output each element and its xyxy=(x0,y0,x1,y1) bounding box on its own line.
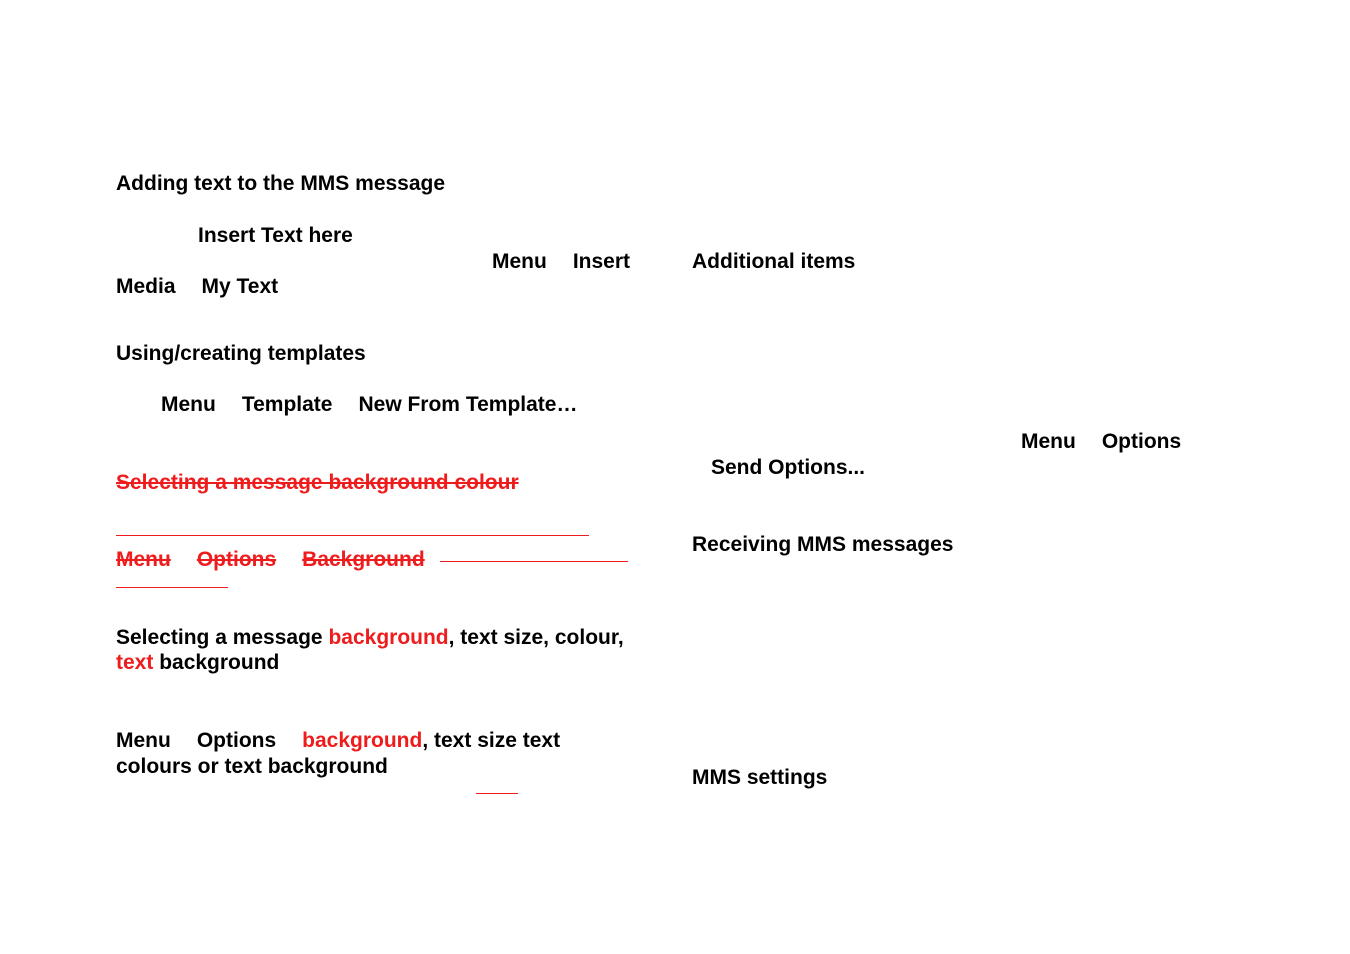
menu-path-options-line2: colours or text background xyxy=(116,755,388,778)
section-heading-templates: Using/creating templates xyxy=(116,342,366,365)
menu-label: Menu xyxy=(116,548,171,571)
menu-label: Menu xyxy=(1021,430,1076,453)
heading-text: background xyxy=(153,651,280,674)
insert-text-placeholder: Insert Text here xyxy=(198,224,353,247)
menu-label: Menu xyxy=(116,729,171,752)
revision-line-4 xyxy=(476,793,518,794)
options-label: Options xyxy=(196,729,277,752)
insert-label: Insert xyxy=(572,250,631,273)
menu-rest-text: , text size text xyxy=(422,729,561,752)
section-heading-receiving: Receiving MMS messages xyxy=(692,533,954,556)
menu-path-options-background xyxy=(116,730,560,751)
deleted-heading-background-colour: Selecting a message background colour xyxy=(116,471,519,494)
menu-label: Menu xyxy=(161,393,216,416)
options-label: Options xyxy=(1101,430,1182,453)
inserted-background-word: background xyxy=(302,729,423,752)
revision-line-3 xyxy=(116,587,228,588)
section-heading-adding-text: Adding text to the MMS message xyxy=(116,172,446,195)
menu-path-menu-insert xyxy=(492,251,630,272)
revision-line-2 xyxy=(440,561,628,562)
heading-background-text-size-line2 xyxy=(116,652,279,673)
media-label: Media xyxy=(116,275,176,298)
revision-underline-1 xyxy=(116,535,589,536)
options-label: Options xyxy=(196,548,277,571)
template-label: Template xyxy=(241,393,333,416)
send-options-label: Send Options... xyxy=(711,456,866,479)
section-heading-additional-items: Additional items xyxy=(692,250,856,273)
my-text-label: My Text xyxy=(201,275,279,298)
inserted-background-word: background xyxy=(328,626,449,649)
heading-text: , text size, colour, xyxy=(448,626,624,649)
heading-text: Selecting a message xyxy=(116,626,329,649)
new-from-template-label: New From Template… xyxy=(358,393,578,416)
heading-background-text-size-line1 xyxy=(116,627,624,648)
inserted-text-word: text xyxy=(116,651,154,674)
menu-label: Menu xyxy=(492,250,547,273)
menu-path-templates xyxy=(161,394,577,415)
menu-path-media-mytext xyxy=(116,276,278,297)
section-heading-mms-settings: MMS settings xyxy=(692,766,828,789)
menu-path-send-options xyxy=(1021,431,1181,452)
deleted-menu-path-background xyxy=(116,549,425,570)
background-label: Background xyxy=(302,548,425,571)
